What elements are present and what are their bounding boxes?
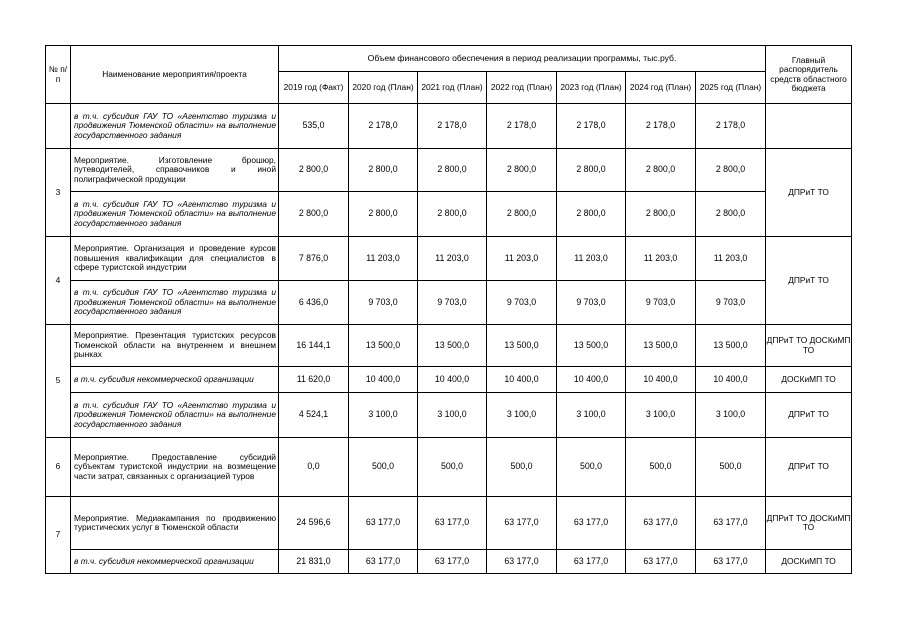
amount-cell: 63 177,0 bbox=[349, 550, 418, 574]
amount-cell: 63 177,0 bbox=[418, 497, 487, 550]
amount-cell: 13 500,0 bbox=[696, 325, 766, 367]
amount-cell: 10 400,0 bbox=[626, 367, 696, 393]
amount-cell: 9 703,0 bbox=[487, 281, 557, 325]
amount-cell: 535,0 bbox=[279, 104, 349, 149]
table-row bbox=[46, 281, 852, 325]
budget-table bbox=[45, 45, 852, 574]
amount-cell: 2 800,0 bbox=[418, 192, 487, 237]
admin-cell: ДПРиТ ТО ДОСКиМП ТО bbox=[766, 325, 852, 367]
row-number: 5 bbox=[46, 325, 71, 438]
amount-cell: 10 400,0 bbox=[696, 367, 766, 393]
amount-cell: 9 703,0 bbox=[349, 281, 418, 325]
amount-cell: 63 177,0 bbox=[487, 550, 557, 574]
row-number: 3 bbox=[46, 149, 71, 237]
amount-cell: 63 177,0 bbox=[557, 497, 626, 550]
amount-cell: 11 203,0 bbox=[626, 237, 696, 281]
amount-cell: 13 500,0 bbox=[487, 325, 557, 367]
amount-cell: 2 800,0 bbox=[349, 149, 418, 192]
activity-name: Мероприятие. Презентация туристских ресурсов Тюменской области на внутреннем и внешнем рынках bbox=[71, 325, 279, 367]
amount-cell: 10 400,0 bbox=[349, 367, 418, 393]
amount-cell: 2 800,0 bbox=[626, 192, 696, 237]
amount-cell: 2 800,0 bbox=[349, 192, 418, 237]
table-row bbox=[46, 104, 852, 149]
amount-cell: 3 100,0 bbox=[626, 393, 696, 438]
amount-cell: 13 500,0 bbox=[418, 325, 487, 367]
amount-cell: 2 178,0 bbox=[418, 104, 487, 149]
row-number bbox=[46, 104, 71, 149]
amount-cell: 6 436,0 bbox=[279, 281, 349, 325]
amount-cell: 10 400,0 bbox=[557, 367, 626, 393]
amount-cell: 0,0 bbox=[279, 438, 349, 497]
amount-cell: 9 703,0 bbox=[626, 281, 696, 325]
subsidy-name: в т.ч. субсидия некоммерческой организации bbox=[71, 367, 279, 393]
amount-cell: 63 177,0 bbox=[349, 497, 418, 550]
amount-cell: 4 524,1 bbox=[279, 393, 349, 438]
amount-cell: 500,0 bbox=[487, 438, 557, 497]
amount-cell: 2 800,0 bbox=[626, 149, 696, 192]
header-year: 2020 год (План) bbox=[349, 72, 418, 104]
amount-cell: 21 831,0 bbox=[279, 550, 349, 574]
amount-cell: 11 203,0 bbox=[557, 237, 626, 281]
amount-cell: 2 178,0 bbox=[696, 104, 766, 149]
amount-cell: 500,0 bbox=[418, 438, 487, 497]
amount-cell: 500,0 bbox=[557, 438, 626, 497]
admin-cell: ДПРиТ ТО bbox=[766, 438, 852, 497]
admin-cell: ДПРиТ ТО bbox=[766, 237, 852, 325]
amount-cell: 2 178,0 bbox=[349, 104, 418, 149]
activity-name: Мероприятие. Изготовление брошюр, путеводителей, справочников и иной полиграфической продукции bbox=[71, 149, 279, 192]
activity-name: Мероприятие. Организация и проведение курсов повышения квалификации для специалистов в сфере туристской индустрии bbox=[71, 237, 279, 281]
header-year: 2022 год (План) bbox=[487, 72, 557, 104]
amount-cell: 2 800,0 bbox=[696, 192, 766, 237]
amount-cell: 63 177,0 bbox=[696, 550, 766, 574]
amount-cell: 63 177,0 bbox=[626, 497, 696, 550]
amount-cell: 10 400,0 bbox=[487, 367, 557, 393]
amount-cell: 2 178,0 bbox=[557, 104, 626, 149]
admin-cell: ДОСКиМП ТО bbox=[766, 550, 852, 574]
table-row bbox=[46, 497, 852, 550]
amount-cell: 2 800,0 bbox=[279, 192, 349, 237]
activity-name: Мероприятие. Предоставление субсидий субъектам туристской индустрии на возмещение части затрат, связанных с организацией туров bbox=[71, 438, 279, 497]
amount-cell: 500,0 bbox=[696, 438, 766, 497]
amount-cell: 9 703,0 bbox=[696, 281, 766, 325]
table-body bbox=[46, 104, 852, 574]
table-row bbox=[46, 550, 852, 574]
amount-cell: 3 100,0 bbox=[487, 393, 557, 438]
amount-cell: 3 100,0 bbox=[557, 393, 626, 438]
admin-cell: ДПРиТ ТО bbox=[766, 393, 852, 438]
amount-cell: 16 144,1 bbox=[279, 325, 349, 367]
amount-cell: 2 800,0 bbox=[279, 149, 349, 192]
admin-cell bbox=[766, 104, 852, 149]
amount-cell: 500,0 bbox=[349, 438, 418, 497]
amount-cell: 9 703,0 bbox=[557, 281, 626, 325]
amount-cell: 3 100,0 bbox=[418, 393, 487, 438]
amount-cell: 500,0 bbox=[626, 438, 696, 497]
table-row bbox=[46, 237, 852, 281]
header-year: 2024 год (План) bbox=[626, 72, 696, 104]
admin-cell: ДОСКиМП ТО bbox=[766, 367, 852, 393]
subsidy-name: в т.ч. субсидия ГАУ ТО «Агентство туризма и продвижения Тюменской области» на выполнение государственного задания bbox=[71, 281, 279, 325]
header-year: 2023 год (План) bbox=[557, 72, 626, 104]
table-row bbox=[46, 393, 852, 438]
amount-cell: 63 177,0 bbox=[487, 497, 557, 550]
table-row bbox=[46, 149, 852, 192]
amount-cell: 2 800,0 bbox=[418, 149, 487, 192]
header-year: 2019 год (Факт) bbox=[279, 72, 349, 104]
amount-cell: 13 500,0 bbox=[626, 325, 696, 367]
admin-cell: ДПРиТ ТО ДОСКиМП ТО bbox=[766, 497, 852, 550]
row-number: 7 bbox=[46, 497, 71, 574]
amount-cell: 11 203,0 bbox=[487, 237, 557, 281]
budget-table-page bbox=[45, 45, 851, 574]
amount-cell: 2 178,0 bbox=[487, 104, 557, 149]
amount-cell: 2 800,0 bbox=[557, 192, 626, 237]
subsidy-name: в т.ч. субсидия ГАУ ТО «Агентство туризма и продвижения Тюменской области» на выполнение государственного задания bbox=[71, 192, 279, 237]
subsidy-name: в т.ч. субсидия ГАУ ТО «Агентство туризма и продвижения Тюменской области» на выполнение государственного задания bbox=[71, 104, 279, 149]
amount-cell: 24 596,6 bbox=[279, 497, 349, 550]
amount-cell: 11 620,0 bbox=[279, 367, 349, 393]
amount-cell: 63 177,0 bbox=[418, 550, 487, 574]
amount-cell: 11 203,0 bbox=[696, 237, 766, 281]
amount-cell: 11 203,0 bbox=[418, 237, 487, 281]
header-year: 2021 год (План) bbox=[418, 72, 487, 104]
header-admin: Главный распорядитель средств областного бюджета bbox=[766, 46, 852, 104]
subsidy-name: в т.ч. субсидия некоммерческой организации bbox=[71, 550, 279, 574]
amount-cell: 63 177,0 bbox=[626, 550, 696, 574]
amount-cell: 2 800,0 bbox=[487, 149, 557, 192]
subsidy-name: в т.ч. субсидия ГАУ ТО «Агентство туризма и продвижения Тюменской области» на выполнение государственного задания bbox=[71, 393, 279, 438]
amount-cell: 63 177,0 bbox=[696, 497, 766, 550]
header-volume: Объем финансового обеспечения в период реализации программы, тыс.руб. bbox=[279, 46, 766, 72]
table-header bbox=[46, 46, 852, 104]
header-name: Наименование мероприятия/проекта bbox=[71, 46, 279, 104]
amount-cell: 2 800,0 bbox=[487, 192, 557, 237]
amount-cell: 13 500,0 bbox=[557, 325, 626, 367]
amount-cell: 63 177,0 bbox=[557, 550, 626, 574]
amount-cell: 7 876,0 bbox=[279, 237, 349, 281]
table-row bbox=[46, 192, 852, 237]
header-number: № п/п bbox=[46, 46, 71, 104]
row-number: 4 bbox=[46, 237, 71, 325]
table-row bbox=[46, 438, 852, 497]
amount-cell: 2 178,0 bbox=[626, 104, 696, 149]
amount-cell: 11 203,0 bbox=[349, 237, 418, 281]
amount-cell: 3 100,0 bbox=[349, 393, 418, 438]
amount-cell: 2 800,0 bbox=[696, 149, 766, 192]
admin-cell: ДПРиТ ТО bbox=[766, 149, 852, 237]
amount-cell: 3 100,0 bbox=[696, 393, 766, 438]
row-number: 6 bbox=[46, 438, 71, 497]
activity-name: Мероприятие. Медиакампания по продвижению туристических услуг в Тюменской области bbox=[71, 497, 279, 550]
amount-cell: 13 500,0 bbox=[349, 325, 418, 367]
amount-cell: 9 703,0 bbox=[418, 281, 487, 325]
table-row bbox=[46, 325, 852, 367]
amount-cell: 10 400,0 bbox=[418, 367, 487, 393]
header-year: 2025 год (План) bbox=[696, 72, 766, 104]
amount-cell: 2 800,0 bbox=[557, 149, 626, 192]
table-row bbox=[46, 367, 852, 393]
